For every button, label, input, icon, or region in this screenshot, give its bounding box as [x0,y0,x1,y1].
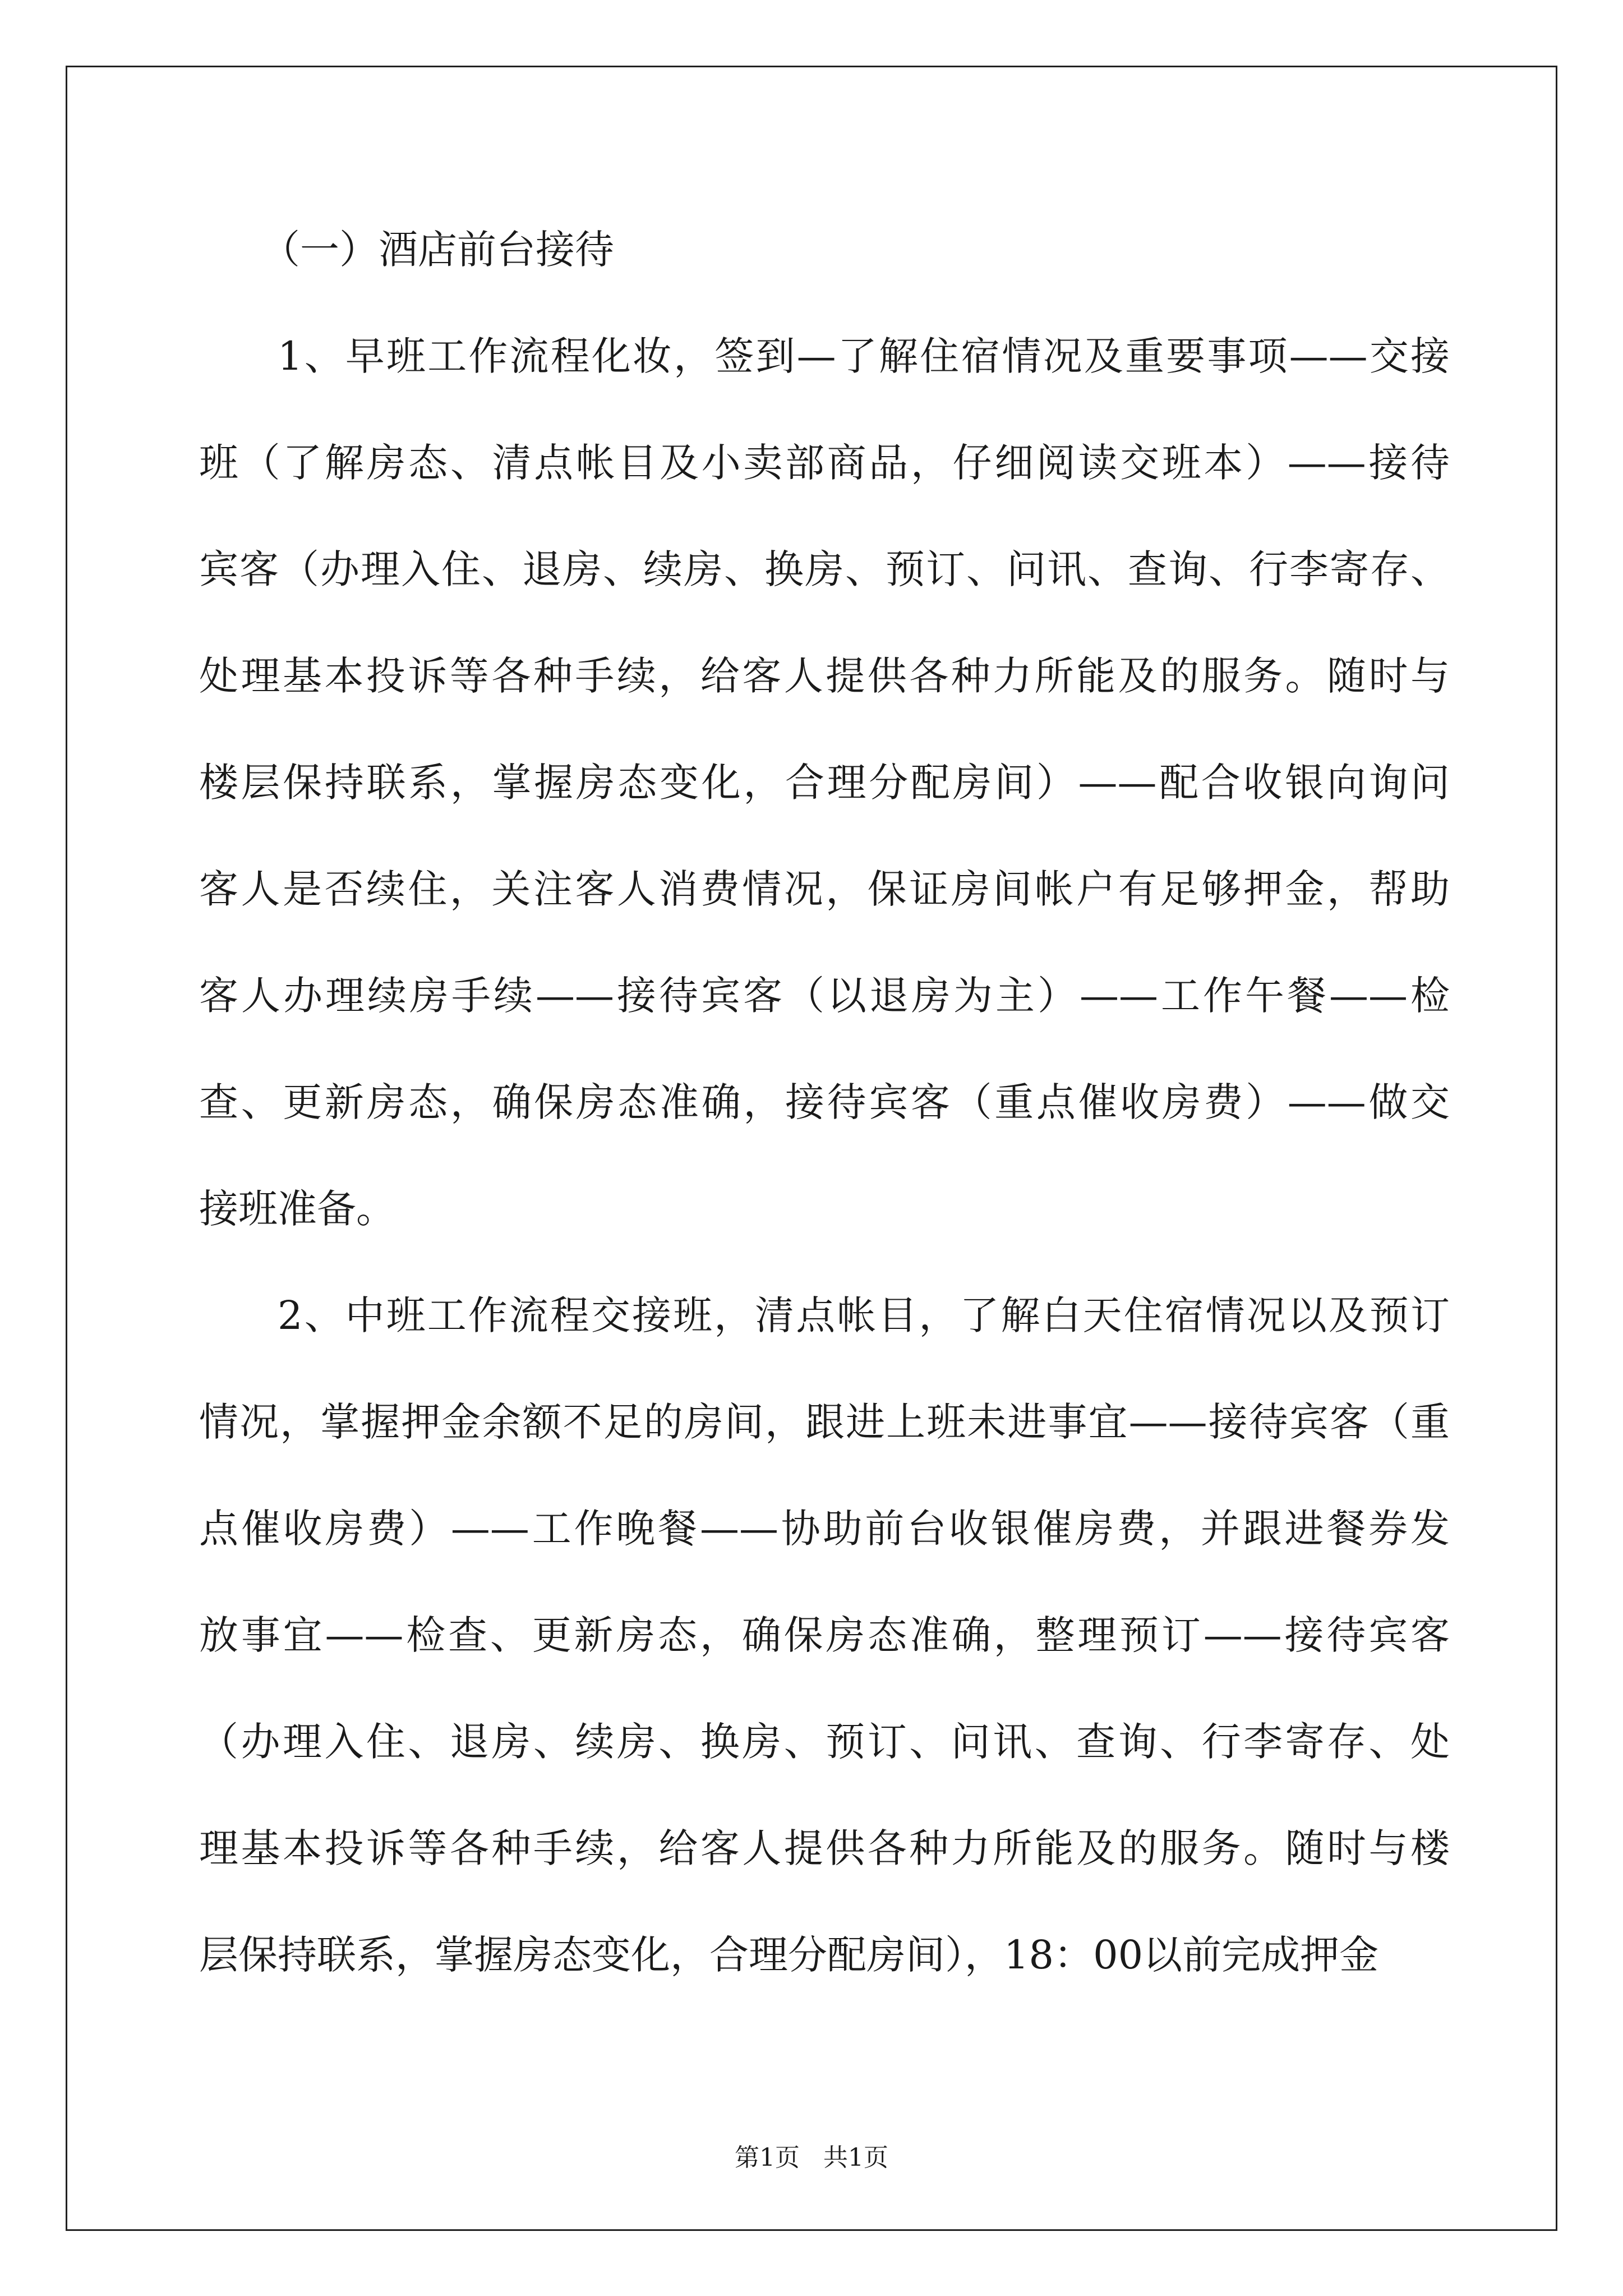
document-body [199,196,1450,2008]
paragraph-line: 客人是否续住，关注客人消费情况，保证房间帐户有足够押金，帮助 [199,866,1450,912]
paragraph-line: （办理入住、退房、续房、换房、预订、问讯、查询、行李寄存、处 [199,1719,1450,1765]
paragraph-line: 层保持联系，掌握房态变化，合理分配房间），18：00以前完成押金 [199,1932,1379,1978]
paragraph-line: 放事宜——检查、更新房态，确保房态准确，整理预订——接待宾客 [199,1612,1450,1658]
paragraph-early-shift [199,303,1450,1262]
paragraph-line: 理基本投诉等各种手续，给客人提供各种力所能及的服务。随时与楼 [199,1825,1450,1871]
paragraph-line: 处理基本投诉等各种手续，给客人提供各种力所能及的服务。随时与 [199,653,1450,699]
paragraph-line: 点催收房费）——工作晚餐——协助前台收银催房费，并跟进餐券发 [199,1506,1450,1552]
paragraph-line: 班（了解房态、清点帐目及小卖部商品，仔细阅读交班本）——接待 [199,440,1450,486]
section-heading: （一）酒店前台接待 [261,227,614,273]
paragraph-line: 情况，掌握押金余额不足的房间，跟进上班未进事宜——接待宾客（重 [199,1399,1450,1445]
paragraph-line: 2、中班工作流程交接班，清点帐目，了解白天住宿情况以及预订 [278,1292,1450,1338]
paragraph-middle-shift [199,1262,1450,2008]
paragraph-line: 宾客（办理入住、退房、续房、换房、预订、问讯、查询、行李寄存、 [199,546,1450,592]
paragraph-line: 查、更新房态，确保房态准确，接待宾客（重点催收房费）——做交 [199,1079,1450,1125]
paragraph-line: 1、早班工作流程化妆，签到—了解住宿情况及重要事项——交接 [278,333,1450,379]
paragraph-line: 接班准备。 [199,1186,395,1232]
paragraph-line: 客人办理续房手续——接待宾客（以退房为主）——工作午餐——检 [199,973,1450,1019]
paragraph-line: 楼层保持联系，掌握房态变化，合理分配房间）——配合收银向询问 [199,760,1450,806]
page-footer: 第1页 共1页 [735,2143,888,2172]
